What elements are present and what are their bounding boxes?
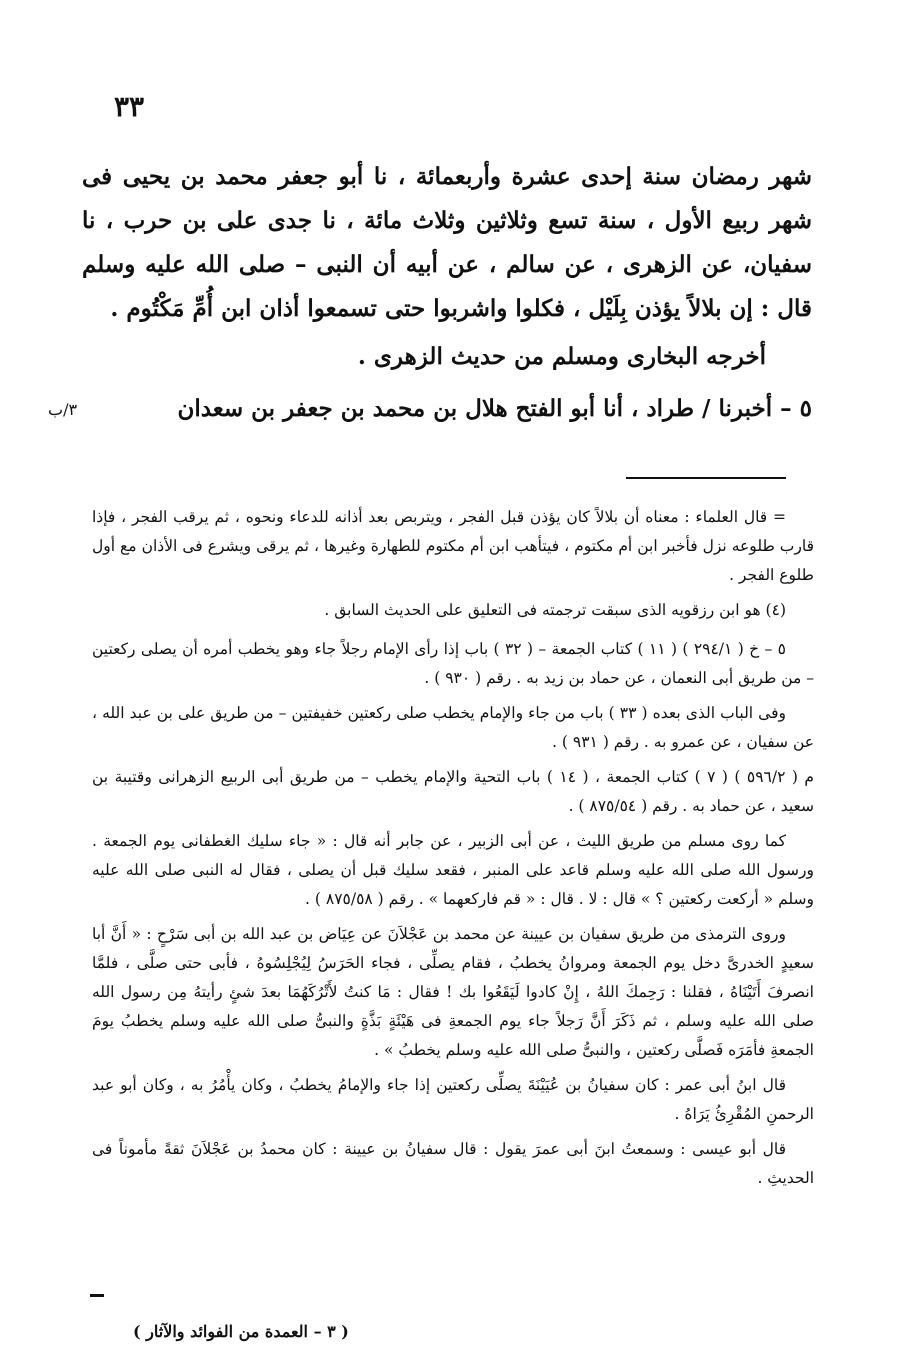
page-footer: ( ٣ – العمدة من الفوائد والآثار )	[133, 1322, 349, 1341]
footnote-5-jabir: كما روى مسلم من طريق الليث ، عن أبى الزبير ، عن جابر أنه قال : « جاء سليك الغطفانى يوم الجمعة . ورسول الله صلى الله عليه وسلم قاعد على المنبر ، فقعد سليك قبل أن يصلى ، فقال له النبى صلى الله عليه وسلم « أركعت ركعتين ؟ » قال : لا . قال : « قم فاركعهما » . رقم ( ٨٧٥/٥٨ ) .	[92, 832, 814, 908]
footnote-continuation: = قال العلماء : معناه أن بلالاً كان يؤذن قبل الفجر ، ويتربص بعد أذانه للدعاء ونحوه ، ثم يرقب الفجر ، فإذا قارب طلوعه نزل فأخبر ابن أم مكتوم ، فيتأهب ابن أم مكتوم للطهارة وغيرها ، ثم يرقى ويشرع فى الأذان مع أول طلوع الفجر .	[92, 508, 814, 584]
footnote-5-ibn-abi-umar: قال ابنُ أبى عمر : كان سفيانُ بن عُيَيْنَةَ يصلِّى ركعتين إذا جاء والإمامُ يخطبُ ، وكان يأْمُرُ به ، وكان أبو عبد الرحمنِ المُقْرِئُ يَرَاهُ .	[92, 1076, 814, 1123]
footnotes	[92, 503, 814, 1199]
footnote-4: (٤) هو ابن رزقويه الذى سبقت ترجمته فى التعليق على الحديث السابق .	[324, 601, 786, 619]
footnote-5: ٥ – خ ( ٢٩٤/١ ) ( ١١ ) كتاب الجمعة – ( ٣٢ ) باب إذا رأى الإمام رجلاً جاء وهو يخطب أمره أن يصلى ركعتين – من طريق أبى النعمان ، عن حماد بن زيد به . رقم ( ٩٣٠ ) .	[92, 640, 814, 687]
margin-reference: ٣/ب	[48, 400, 78, 419]
footnote-continues-mark	[90, 1294, 104, 1297]
footnote-5-next-chapter: وفى الباب الذى بعده ( ٣٣ ) باب من جاء والإمام يخطب صلى ركعتين خفيفتين – من طريق على بن عبد الله ، عن سفيان ، عن عمرو به . رقم ( ٩٣١ ) .	[92, 704, 814, 751]
page-number: ٣٣	[114, 90, 145, 123]
source-line: أخرجه البخارى ومسلم من حديث الزهرى .	[357, 343, 766, 370]
hadith-entry-5: ٥ – أخبرنا / طراد ، أنا أبو الفتح هلال بن محمد بن جعفر بن سعدان	[177, 395, 812, 422]
main-paragraph: شهر رمضان سنة إحدى عشرة وأربعمائة ، نا أبو جعفر محمد بن يحيى فى شهر ربيع الأول ، سنة تسع وثلاثين وثلاث مائة ، نا جدى على بن حرب ، نا سفيان، عن الزهرى ، عن سالم ، عن أبيه أن النبى – صلى الله عليه وسلم قال : إن بلالاً يؤذن بِلَيْل ، فكلوا واشربوا حتى تسمعوا أذان ابن أُمِّ مَكْتُوم .	[82, 163, 812, 322]
footnote-5-abu-isa: قال أبو عيسى : وسمعتُ ابنَ أبى عمرَ يقول : قال سفيانُ بن عيينة : كان محمدُ بن عَجْلاَنَ ثقةً مأموناً فى الحديثِ .	[92, 1140, 814, 1187]
footnote-5-muslim: م ( ٥٩٦/٢ ) ( ٧ ) كتاب الجمعة ، ( ١٤ ) باب التحية والإمام يخطب – من طريق أبى الربيع الزهرانى وقتيبة بن سعيد ، عن حماد به . رقم ( ٨٧٥/٥٤ ) .	[92, 768, 814, 815]
main-text	[82, 155, 812, 431]
footnote-5-tirmidhi: وروى الترمذى من طريق سفيان بن عيينة عن محمد بن عَجْلاَنَ عن عِيَاض بن عبد الله بن أبى سَرْحٍ : « أَنَّ أبا سعيدٍ الخدرىَّ دخل يوم الجمعة ومروانُ يخطبُ ، فقام يصلِّى ، فجاء الحَرَسُ لِيُجْلِسُوهُ ، فأبى حتى صلَّى ، فلمَّا انصرفَ أَتَيْنَاهُ ، فقلنا : رَحِمكَ اللهُ ، إِنْ كادوا لَيَقَعُوا بك ! فقال : مَا كنتُ لأَتْرُكَهُمَا بعدَ شئٍ رأيتهُ مِن رسول الله صلى الله عليه وسلم ، ثم ذَكَرَ أَنَّ رَجلاً جاء يوم الجمعةِ فى هَيْئَةٍ بَذَّةٍ والنبىُّ صلى الله عليه وسلم يخطبُ يومَ الجمعةِ فأمَرَه فَصلَّى ركعتين ، والنبىُّ صلى الله عليه وسلم يخطبُ » .	[92, 925, 814, 1059]
footnote-divider	[626, 477, 786, 479]
